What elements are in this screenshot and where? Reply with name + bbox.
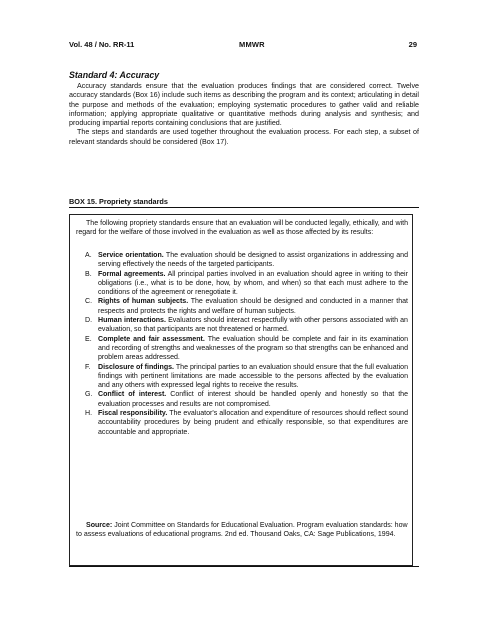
standard-section <box>69 70 419 147</box>
paragraph: Accuracy standards ensure that the evaluation produces findings that are considered correct. Twelve accuracy standards (Box 16) include such items as describing the program and its context; articulating in detail the purpose and methods of the evaluation; employing systematic procedures to gather valid and reliable information; applying appropriate qualitative or quantitative methods during analysis and synthesis; and producing impartial reports containing conclusions that are justified. <box>69 82 419 128</box>
list-item <box>78 409 408 437</box>
item-term: Complete and fair assessment. <box>98 335 205 343</box>
item-letter: D. <box>85 317 93 325</box>
item-term: Service orientation. <box>98 252 164 259</box>
item-term: Rights of human subjects. <box>98 298 189 306</box>
item-term: Formal agreements. <box>98 270 166 278</box>
journal-name: MMWR <box>239 40 265 49</box>
list-item <box>78 297 408 316</box>
source-citation <box>76 521 408 540</box>
item-term: Conflict of interest. <box>98 391 167 399</box>
divider <box>69 566 419 567</box>
page-header <box>69 40 417 52</box>
source-label: Source: <box>86 522 113 529</box>
item-letter: C. <box>85 298 93 306</box>
paragraph: The steps and standards are used together throughout the evaluation process. For each step, a subset of relevant standards should be considered (Box 17). <box>69 128 419 146</box>
list-item <box>78 390 408 409</box>
list-item <box>78 316 408 335</box>
item-letter: H. <box>85 410 93 418</box>
standards-list <box>78 251 408 437</box>
divider <box>69 207 419 208</box>
item-text: The evaluator's allocation and expenditure of resources should reflect sound accountability procedures by being prudent and ethically responsible, so that expenditures are accountable and appropriate. <box>98 410 408 436</box>
propriety-standards-box <box>69 214 413 566</box>
item-letter: B. <box>85 270 92 278</box>
item-text: The principal parties to an evaluation should ensure that the full evaluation findings with pertinent limitations are made accessible to the persons affected by the evaluation and any others with expressed legal rights to receive the results. <box>98 363 408 390</box>
item-letter: A. <box>85 252 92 259</box>
item-text: Evaluators should interact respectfully with other persons associated with an evaluation, so that participants are not threatened or harmed. <box>98 317 408 334</box>
box-intro: The following propriety standards ensure that an evaluation will be conducted legally, ethically, and with regard for the welfare of those involved in the evaluation as well as those affected by its results: <box>76 220 408 237</box>
box-title: BOX 15. Propriety standards <box>69 197 168 206</box>
item-term: Human interactions. <box>98 317 166 325</box>
item-text: Conflict of interest should be handled openly and honestly so that the evaluation processes and results are not compromised. <box>98 391 408 408</box>
source-text: Joint Committee on Standards for Educational Evaluation. Program evaluation standards: how to assess evaluations of educational programs. 2nd ed. Thousand Oaks, CA: Sage Publications, 1994. <box>76 522 408 539</box>
item-term: Fiscal responsibility. <box>98 410 168 418</box>
list-item <box>78 335 408 363</box>
item-letter: F. <box>85 363 91 371</box>
list-item <box>78 270 408 298</box>
section-title: Standard 4: Accuracy <box>69 70 160 80</box>
list-item <box>78 251 408 270</box>
item-text: The evaluation should be designed to assist organizations in addressing and serving effectively the needs of the targeted participants. <box>98 252 408 269</box>
item-term: Disclosure of findings. <box>98 363 174 371</box>
item-text: All principal parties involved in an evaluation should agree in writing to their obligations (i.e., what is to be done, how, by whom, and when) so that each must adhere to the conditions of the agreement or renegotiate it. <box>98 270 408 297</box>
page-number: 29 <box>408 40 417 49</box>
item-text: The evaluation should be complete and fair in its examination and recording of strengths and weaknesses of the program so that strengths can be enhanced and problem areas addressed. <box>98 335 408 362</box>
list-item <box>78 363 408 391</box>
item-letter: G. <box>85 391 93 399</box>
item-letter: E. <box>85 335 92 343</box>
journal-volume: Vol. 48 / No. RR-11 <box>69 40 135 49</box>
item-text: The evaluation should be designed and conducted in a manner that respects and protects the rights and welfare of human subjects. <box>98 298 408 315</box>
